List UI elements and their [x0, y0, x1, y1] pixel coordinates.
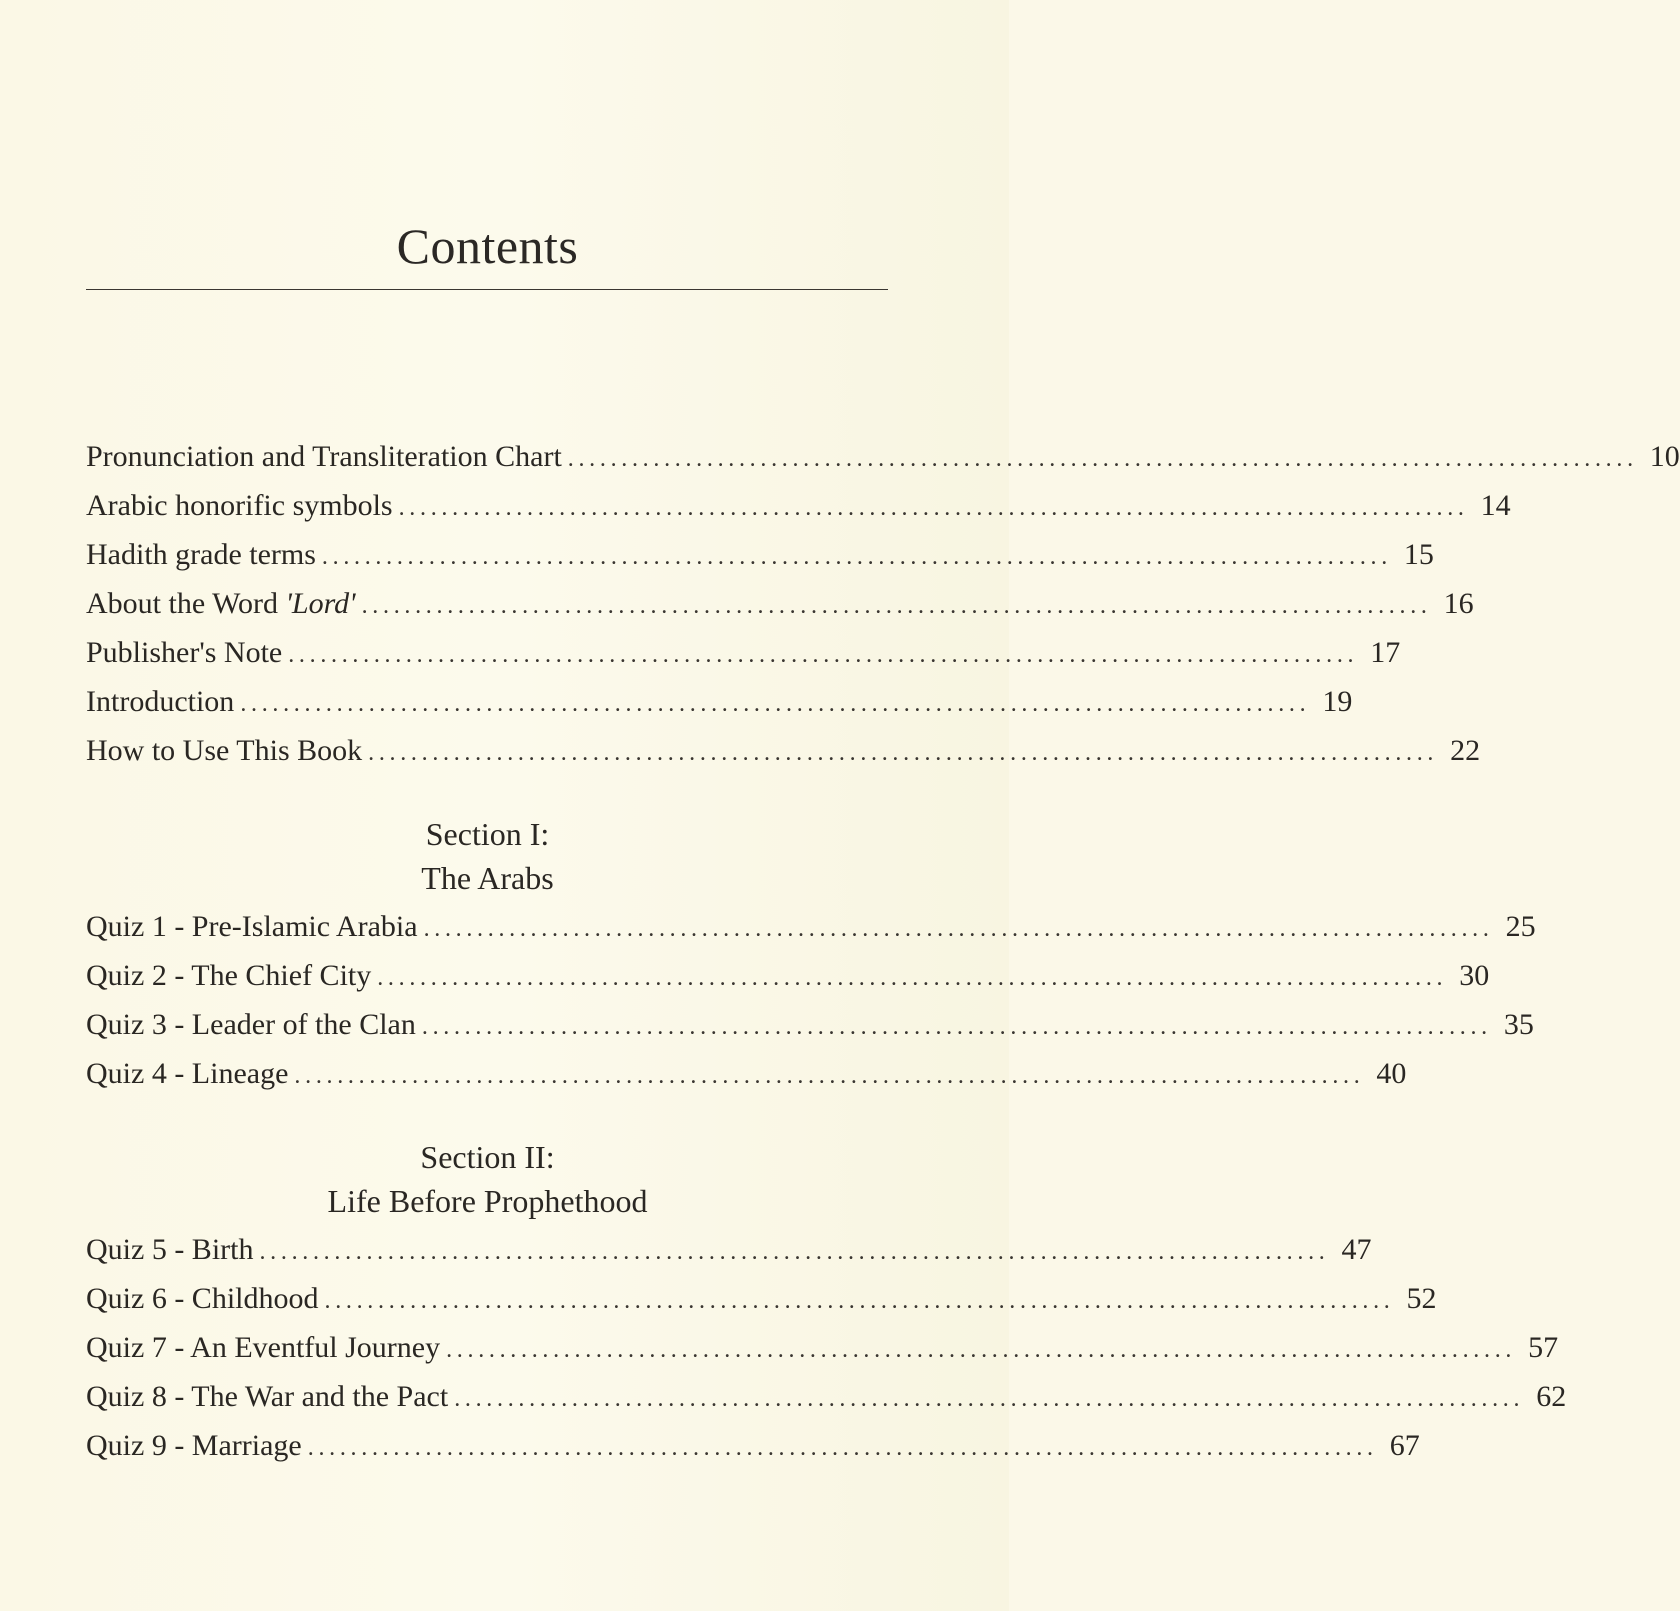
- toc-entry-label: Pronunciation and Transliteration Chart: [86, 440, 562, 473]
- dot-leader: ....................................................................................................: [423, 916, 1494, 942]
- dot-leader: ....................................................................................................: [567, 446, 1638, 472]
- toc-entry-quiz-6[interactable]: [86, 1279, 1437, 1319]
- toc-page-number: 62: [1536, 1380, 1567, 1413]
- toc-page-number: 25: [1505, 910, 1536, 943]
- toc-entry-label: How to Use This Book: [86, 734, 363, 767]
- toc-entry-introduction[interactable]: [86, 682, 1353, 722]
- toc-entry-quiz-3[interactable]: [86, 1005, 1534, 1045]
- toc-entry-label: Hadith grade terms: [86, 538, 316, 571]
- toc-entry-label: Quiz 8 - The War and the Pact: [86, 1380, 449, 1413]
- toc-entry-label: Quiz 4 - Lineage: [86, 1057, 289, 1090]
- toc-page-number: 52: [1406, 1282, 1437, 1315]
- toc-entry-publishers-note[interactable]: [86, 633, 1401, 673]
- dot-leader: ....................................................................................................: [307, 1435, 1378, 1461]
- dot-leader: ....................................................................................................: [454, 1386, 1525, 1412]
- toc-entry-label: Quiz 6 - Childhood: [86, 1282, 319, 1315]
- toc-page-number: 22: [1450, 734, 1481, 767]
- toc-page-number: 67: [1389, 1429, 1420, 1462]
- toc-page-number: 40: [1376, 1057, 1407, 1090]
- toc-page-number: 14: [1480, 489, 1511, 522]
- dot-leader: ....................................................................................................: [294, 1063, 1365, 1089]
- dot-leader: ....................................................................................................: [377, 965, 1448, 991]
- section-heading-number: Section II:: [420, 1139, 555, 1175]
- title-divider: [86, 289, 888, 290]
- toc-page-number: 17: [1370, 636, 1401, 669]
- toc-page-number: 35: [1503, 1008, 1534, 1041]
- toc-entry-label: Publisher's Note: [86, 636, 283, 669]
- toc-entry-label: Introduction: [86, 685, 235, 718]
- page-title: Contents: [396, 218, 579, 274]
- toc-entry-hadith-grade-terms[interactable]: [86, 535, 1434, 575]
- toc-page-number: 16: [1443, 587, 1474, 620]
- toc-entry-quiz-5[interactable]: [86, 1230, 1372, 1270]
- toc-entry-quiz-4[interactable]: [86, 1054, 1407, 1094]
- toc-entry-quiz-2[interactable]: [86, 956, 1490, 996]
- toc-entry-honorific-symbols[interactable]: [86, 486, 1511, 526]
- toc-entry-label: Quiz 9 - Marriage: [86, 1429, 302, 1462]
- toc-entry-label: Quiz 3 - Leader of the Clan: [86, 1008, 416, 1041]
- section-heading-number: Section I:: [425, 816, 550, 852]
- toc-entry-label-plain: About the Word: [86, 587, 286, 620]
- section-heading-title: Life Before Prophethood: [327, 1183, 648, 1219]
- toc-page-number: 30: [1459, 959, 1490, 992]
- toc-entry-label: Quiz 2 - The Chief City: [86, 959, 372, 992]
- dot-leader: ....................................................................................................: [446, 1337, 1517, 1363]
- toc-entry-quiz-8[interactable]: [86, 1377, 1567, 1417]
- toc-entry-pronunciation[interactable]: [86, 437, 1680, 477]
- dot-leader: ....................................................................................................: [368, 740, 1439, 766]
- dot-leader: ....................................................................................................: [240, 691, 1311, 717]
- dot-leader: ....................................................................................................: [288, 642, 1359, 668]
- dot-leader: ....................................................................................................: [421, 1014, 1492, 1040]
- toc-entry-label-italic: 'Lord': [285, 587, 356, 620]
- toc-entry-label: Quiz 7 - An Eventful Journey: [86, 1331, 441, 1364]
- toc-entry-label: Quiz 5 - Birth: [86, 1233, 254, 1266]
- toc-entry-quiz-1[interactable]: [86, 907, 1536, 947]
- dot-leader: ....................................................................................................: [321, 544, 1392, 570]
- toc-entry-label: Quiz 1 - Pre-Islamic Arabia: [86, 910, 418, 943]
- toc-entry-quiz-9[interactable]: [86, 1426, 1420, 1466]
- toc-entry-how-to-use[interactable]: [86, 731, 1481, 771]
- toc-page-number: 47: [1341, 1233, 1372, 1266]
- toc-page-number: 57: [1528, 1331, 1559, 1364]
- toc-entry-about-lord[interactable]: [86, 584, 1474, 624]
- toc-entry-quiz-7[interactable]: [86, 1328, 1559, 1368]
- dot-leader: ....................................................................................................: [259, 1239, 1330, 1265]
- toc-entry-label: Arabic honorific symbols: [86, 489, 393, 522]
- toc-entry-label: [86, 584, 356, 624]
- toc-page-number: 10: [1649, 440, 1680, 473]
- dot-leader: ....................................................................................................: [324, 1288, 1395, 1314]
- dot-leader: ....................................................................................................: [361, 593, 1432, 619]
- dot-leader: ....................................................................................................: [398, 495, 1469, 521]
- toc-page-number: 15: [1403, 538, 1434, 571]
- toc-page-number: 19: [1322, 685, 1353, 718]
- section-heading-title: The Arabs: [421, 860, 554, 896]
